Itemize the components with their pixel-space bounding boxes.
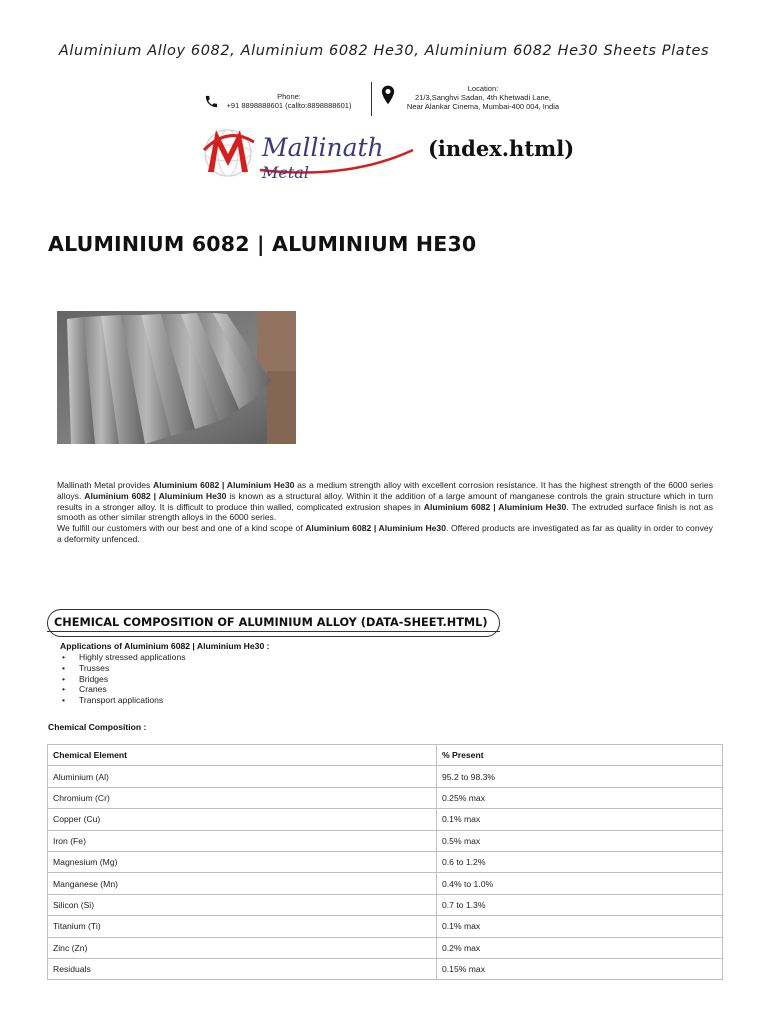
table-row: Zinc (Zn) 0.2% max [48,937,723,958]
logo-mark [198,120,420,186]
phone-block [222,92,356,110]
table-row: Silicon (Si) 0.7 to 1.3% [48,894,723,915]
table-header-row [48,745,723,766]
location-line-2: Near Alankar Cinema, Mumbai-400 004, India [406,102,560,111]
contact-bar [0,82,768,118]
table-row: Iron (Fe) 0.5% max [48,830,723,851]
location-block [400,84,566,111]
location-label: Location: [467,84,499,93]
list-item: • Transport applications [62,695,186,706]
chemical-composition-heading[interactable]: CHEMICAL COMPOSITION OF ALUMINIUM ALLOY (DATA-SHEET.HTML) [47,609,500,637]
list-item: • Bridges [62,674,186,685]
table-row: Titanium (Ti) 0.1% max [48,916,723,937]
table-row: Residuals 0.15% max [48,958,723,979]
table-row: Magnesium (Mg) 0.6 to 1.2% [48,851,723,872]
phone-link[interactable]: +91 8898888601 (callto:8898888601) [226,101,352,110]
logo-word-metal: Metal [262,163,309,182]
list-item: • Cranes [62,684,186,695]
composition-label: Chemical Composition : [48,722,147,732]
table-row: Chromium (Cr) 0.25% max [48,787,723,808]
page-title: ALUMINIUM 6082 | ALUMINIUM HE30 [48,232,477,256]
phone-label: Phone: [277,92,301,101]
list-item: • Trusses [62,663,186,674]
section-underline [47,631,500,632]
product-image [57,311,296,444]
contact-divider [371,82,372,116]
location-line-1: 21/3,Sanghvi Sadan, 4th Khetwadi Lane, [415,93,551,102]
composition-table [47,744,723,980]
applications-list [62,652,186,706]
logo-word-mallinath: Mallinath [262,133,384,162]
table-row: Manganese (Mn) 0.4% to 1.0% [48,873,723,894]
column-header-element: Chemical Element [48,745,437,766]
column-header-present: % Present [437,745,723,766]
page-top-title: Aluminium Alloy 6082, Aluminium 6082 He30, Aluminium 6082 He30 Sheets Plates [58,43,710,59]
home-link[interactable]: (index.html) [428,136,575,161]
table-row: Copper (Cu) 0.1% max [48,809,723,830]
phone-icon [204,94,219,109]
brand-logo[interactable] [198,120,420,186]
applications-title: Applications of Aluminium 6082 | Aluminium He30 : [60,641,270,651]
map-pin-icon [381,85,395,105]
list-item: • Highly stressed applications [62,652,186,663]
table-row: Aluminium (Al) 95.2 to 98.3% [48,766,723,787]
product-description: Mallinath Metal provides Aluminium 6082 | Aluminium He30 as a medium strength alloy with excellent corrosion resistance. It has the highest strength of the 6000 series alloys. Aluminium 6082 | Aluminium He30 is known as a structural alloy. Within it the addition of a large amount of manganese controls the grain structure which in turn results in a stronger alloy. It is difficult to produce thin walled, complicated extrusion shapes in Aluminium 6082 | Aluminium He30. The extruded surface finish is not as smooth as other similar strength alloys in the 6000 series. We fulfill our customers with our best and one of a kind scope of Aluminium 6082 | Aluminium He30. Offered products are investigated as far as quality in order to convey a deformity unfenced. [57,480,713,544]
